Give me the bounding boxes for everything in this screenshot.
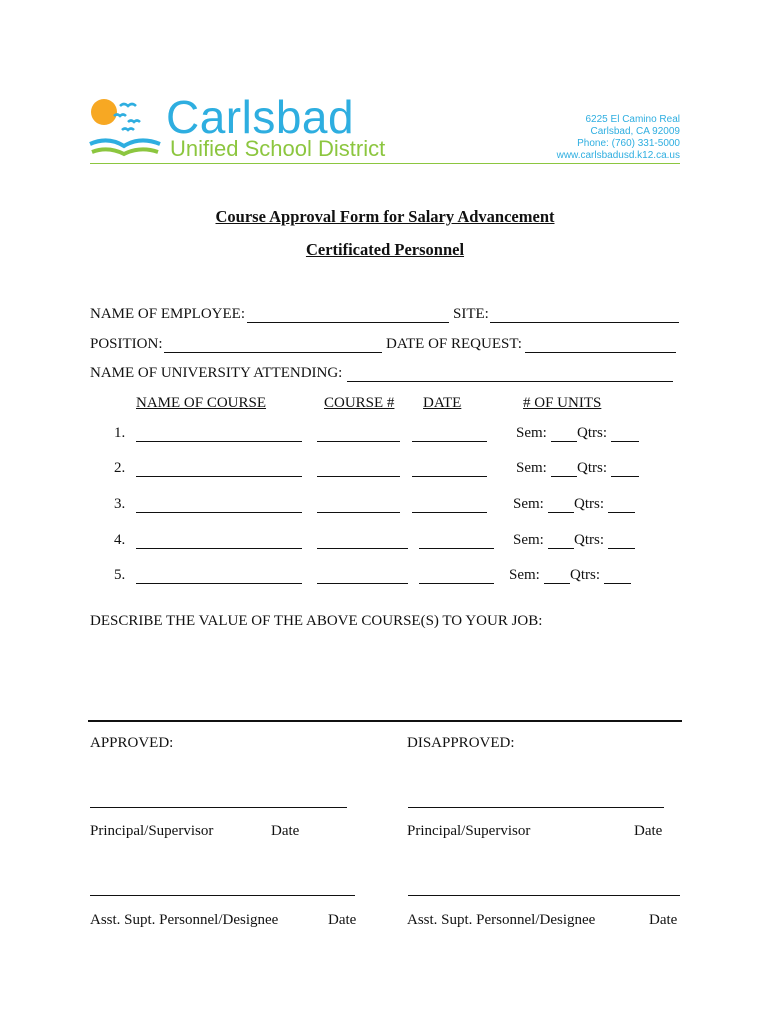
employee-name-label: NAME OF EMPLOYEE: (90, 306, 246, 322)
col-date: DATE (423, 395, 462, 411)
address-line2: Carlsbad, CA 92009 (590, 126, 680, 137)
qtrs-label: Qtrs: (577, 425, 607, 441)
section-divider (88, 720, 682, 722)
sem-field[interactable] (548, 512, 574, 513)
row-number: 4. (114, 532, 126, 548)
sem-label: Sem: (509, 567, 540, 583)
sem-label: Sem: (516, 425, 547, 441)
row-number: 3. (114, 496, 126, 512)
approved-label: APPROVED: (90, 735, 174, 751)
form-subtitle: Certificated Personnel (305, 240, 465, 259)
row-number: 5. (114, 567, 126, 583)
col-course-name: NAME OF COURSE (136, 395, 267, 411)
university-field[interactable] (347, 381, 673, 382)
site-field[interactable] (490, 322, 679, 323)
site-label: SITE: (453, 306, 489, 322)
position-field[interactable] (164, 352, 382, 353)
course-number-field[interactable] (317, 548, 408, 549)
approved-principal-signature[interactable] (90, 807, 347, 808)
approved-asst-signature[interactable] (90, 895, 355, 896)
course-date-field[interactable] (412, 512, 487, 513)
address-block (557, 114, 680, 162)
qtrs-label: Qtrs: (574, 532, 604, 548)
course-name-field[interactable] (136, 512, 302, 513)
header-divider (90, 163, 680, 164)
sem-field[interactable] (551, 441, 577, 442)
qtrs-label: Qtrs: (574, 496, 604, 512)
course-date-field[interactable] (419, 583, 494, 584)
disapproved-principal-label: Principal/Supervisor (407, 823, 531, 839)
sem-field[interactable] (551, 476, 577, 477)
disapproved-asst-label: Asst. Supt. Personnel/Designee (407, 912, 596, 928)
course-name-field[interactable] (136, 583, 302, 584)
course-date-field[interactable] (419, 548, 494, 549)
employee-name-field[interactable] (247, 322, 449, 323)
disapproved-principal-date-label: Date (634, 823, 663, 839)
course-date-field[interactable] (412, 441, 487, 442)
district-logo-icon (86, 94, 166, 164)
date-of-request-field[interactable] (525, 352, 676, 353)
date-of-request-label: DATE OF REQUEST: (386, 336, 522, 352)
approved-asst-date-label: Date (328, 912, 357, 928)
sem-field[interactable] (544, 583, 570, 584)
describe-value-area[interactable] (90, 636, 680, 716)
org-name: Carlsbad (166, 91, 355, 143)
course-number-field[interactable] (317, 441, 400, 442)
col-course-number: COURSE # (324, 395, 395, 411)
qtrs-field[interactable] (611, 441, 639, 442)
row-number: 2. (114, 460, 126, 476)
disapproved-asst-signature[interactable] (408, 895, 680, 896)
qtrs-field[interactable] (608, 548, 635, 549)
university-label: NAME OF UNIVERSITY ATTENDING: (90, 365, 343, 381)
website: www.carlsbadusd.k12.ca.us (556, 150, 680, 161)
sem-label: Sem: (513, 532, 544, 548)
col-units: # OF UNITS (523, 395, 602, 411)
position-label: POSITION: (90, 336, 163, 352)
disapproved-principal-signature[interactable] (408, 807, 664, 808)
disapproved-label: DISAPPROVED: (407, 735, 515, 751)
approved-asst-label: Asst. Supt. Personnel/Designee (90, 912, 279, 928)
course-name-field[interactable] (136, 548, 302, 549)
row-number: 1. (114, 425, 126, 441)
approved-principal-date-label: Date (271, 823, 300, 839)
sem-label: Sem: (516, 460, 547, 476)
course-number-field[interactable] (317, 476, 400, 477)
qtrs-field[interactable] (611, 476, 639, 477)
phone: Phone: (760) 331-5000 (577, 138, 680, 149)
sem-field[interactable] (548, 548, 574, 549)
course-number-field[interactable] (317, 512, 400, 513)
disapproved-asst-date-label: Date (649, 912, 678, 928)
sem-label: Sem: (513, 496, 544, 512)
org-subtitle: Unified School District (170, 136, 386, 161)
form-title: Course Approval Form for Salary Advancement (215, 207, 555, 226)
course-date-field[interactable] (412, 476, 487, 477)
approved-principal-label: Principal/Supervisor (90, 823, 214, 839)
describe-value-label: DESCRIBE THE VALUE OF THE ABOVE COURSE(S) TO YOUR JOB: (90, 613, 543, 629)
address-line1: 6225 El Camino Real (585, 114, 680, 125)
qtrs-label: Qtrs: (570, 567, 600, 583)
course-number-field[interactable] (317, 583, 408, 584)
course-name-field[interactable] (136, 476, 302, 477)
qtrs-field[interactable] (604, 583, 631, 584)
course-name-field[interactable] (136, 441, 302, 442)
qtrs-field[interactable] (608, 512, 635, 513)
qtrs-label: Qtrs: (577, 460, 607, 476)
